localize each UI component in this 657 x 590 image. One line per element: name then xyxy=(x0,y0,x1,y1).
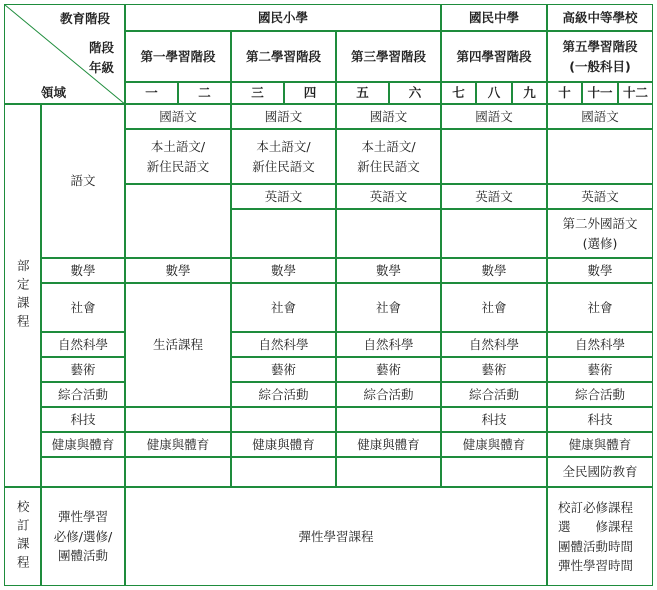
domain-social: 社會 xyxy=(41,283,125,332)
domain-empty xyxy=(41,457,125,487)
cell-local-lang-s1: 本土語文/ 新住民語文 xyxy=(125,129,231,184)
cell-empty-s2-defense xyxy=(231,457,336,487)
cell-english-s4: 英語文 xyxy=(441,184,547,209)
cell-arts-s2: 藝術 xyxy=(231,357,336,382)
cell-social-s5: 社會 xyxy=(547,283,653,332)
header-stage-2: 第二學習階段 xyxy=(231,31,336,82)
grade-11: 十一 xyxy=(582,82,618,104)
domain-science: 自然科學 xyxy=(41,332,125,357)
grade-7: 七 xyxy=(441,82,476,104)
cell-flexible-curriculum: 彈性學習課程 xyxy=(125,487,547,586)
domain-integrative: 綜合活動 xyxy=(41,382,125,407)
school-required-label: 校訂必修課程 xyxy=(558,499,634,515)
section-school xyxy=(4,487,41,586)
grade-4: 四 xyxy=(284,82,336,104)
cell-empty-s1-defense xyxy=(125,457,231,487)
cell-local-lang-s3: 本土語文/ 新住民語文 xyxy=(336,129,441,184)
cell-arts-s4: 藝術 xyxy=(441,357,547,382)
cell-chinese-s4: 國語文 xyxy=(441,104,547,129)
grade-12: 十二 xyxy=(618,82,653,104)
cell-english-s5: 英語文 xyxy=(547,184,653,209)
header-stage-3: 第三學習階段 xyxy=(336,31,441,82)
corner-domain-label: 領域 xyxy=(41,85,67,100)
cell-chinese-s5: 國語文 xyxy=(547,104,653,129)
cell-integrative-s3: 綜合活動 xyxy=(336,382,441,407)
cell-integrative-s5: 綜合活動 xyxy=(547,382,653,407)
cell-science-s5: 自然科學 xyxy=(547,332,653,357)
cell-empty-s1-tech xyxy=(125,407,231,432)
grade-5: 五 xyxy=(336,82,389,104)
grade-9: 九 xyxy=(512,82,547,104)
cell-social-s2: 社會 xyxy=(231,283,336,332)
cell-social-s4: 社會 xyxy=(441,283,547,332)
school-flex-time-label: 彈性學習時間 xyxy=(558,557,634,573)
grade-10: 十 xyxy=(547,82,582,104)
cell-health-s3: 健康與體育 xyxy=(336,432,441,457)
grade-8: 八 xyxy=(476,82,512,104)
cell-empty-s1-english xyxy=(125,184,231,258)
header-elementary: 國民小學 xyxy=(125,4,441,31)
cell-english-s3: 英語文 xyxy=(336,184,441,209)
cell-school-senior xyxy=(547,487,653,586)
cell-health-s2: 健康與體育 xyxy=(231,432,336,457)
cell-integrative-s4: 綜合活動 xyxy=(441,382,547,407)
grade-1: 一 xyxy=(125,82,178,104)
cell-technology-s4: 科技 xyxy=(441,407,547,432)
cell-health-s1: 健康與體育 xyxy=(125,432,231,457)
cell-second-foreign-s5: 第二外國語文 (選修) xyxy=(547,209,653,258)
header-junior-high: 國民中學 xyxy=(441,4,547,31)
corner-header xyxy=(4,4,125,104)
cell-chinese-s3: 國語文 xyxy=(336,104,441,129)
corner-grade-label: 年級 xyxy=(89,60,115,75)
cell-empty-s4-local xyxy=(441,129,547,184)
cell-chinese-s1: 國語文 xyxy=(125,104,231,129)
cell-science-s3: 自然科學 xyxy=(336,332,441,357)
cell-chinese-s2: 國語文 xyxy=(231,104,336,129)
cell-math-s2: 數學 xyxy=(231,258,336,283)
domain-arts: 藝術 xyxy=(41,357,125,382)
cell-science-s2: 自然科學 xyxy=(231,332,336,357)
cell-arts-s5: 藝術 xyxy=(547,357,653,382)
cell-empty-s3-defense xyxy=(336,457,441,487)
header-stage-4: 第四學習階段 xyxy=(441,31,547,82)
header-stage-5: 第五學習階段 (一般科目) xyxy=(547,31,653,82)
grade-3: 三 xyxy=(231,82,284,104)
cell-math-s5: 數學 xyxy=(547,258,653,283)
section-required-label: 部定課程 xyxy=(15,258,31,333)
grade-2: 二 xyxy=(178,82,231,104)
cell-school-flexible: 彈性學習 必修/選修/ 團體活動 xyxy=(41,487,125,586)
cell-empty-s2-tech xyxy=(231,407,336,432)
cell-integrative-s2: 綜合活動 xyxy=(231,382,336,407)
cell-math-s4: 數學 xyxy=(441,258,547,283)
cell-technology-s5: 科技 xyxy=(547,407,653,432)
cell-science-s4: 自然科學 xyxy=(441,332,547,357)
cell-health-s5: 健康與體育 xyxy=(547,432,653,457)
cell-empty-s3-foreign xyxy=(336,209,441,258)
cell-local-lang-s2: 本土語文/ 新住民語文 xyxy=(231,129,336,184)
domain-language: 語文 xyxy=(41,104,125,258)
cell-health-s4: 健康與體育 xyxy=(441,432,547,457)
cell-social-s3: 社會 xyxy=(336,283,441,332)
cell-empty-s2-foreign xyxy=(231,209,336,258)
cell-empty-s3-tech xyxy=(336,407,441,432)
cell-defense-s5: 全民國防教育 xyxy=(547,457,653,487)
cell-arts-s3: 藝術 xyxy=(336,357,441,382)
section-school-label: 校訂課程 xyxy=(15,499,31,574)
header-senior-high: 高級中等學校 xyxy=(547,4,653,31)
cell-math-s1: 數學 xyxy=(125,258,231,283)
school-group-label: 團體活動時間 xyxy=(558,538,634,554)
cell-math-s3: 數學 xyxy=(336,258,441,283)
cell-life-curriculum-s1: 生活課程 xyxy=(125,283,231,407)
cell-empty-s4-defense xyxy=(441,457,547,487)
cell-english-s2: 英語文 xyxy=(231,184,336,209)
header-stage-1: 第一學習階段 xyxy=(125,31,231,82)
corner-phase-label: 階段 xyxy=(89,40,115,55)
cell-empty-s4-foreign xyxy=(441,209,547,258)
grade-6: 六 xyxy=(389,82,441,104)
domain-health: 健康與體育 xyxy=(41,432,125,457)
domain-math: 數學 xyxy=(41,258,125,283)
domain-technology: 科技 xyxy=(41,407,125,432)
section-required xyxy=(4,104,41,487)
cell-empty-s5-local xyxy=(547,129,653,184)
corner-stage-label: 教育階段 xyxy=(60,11,111,26)
school-elective-label: 選 修課程 xyxy=(558,519,634,535)
